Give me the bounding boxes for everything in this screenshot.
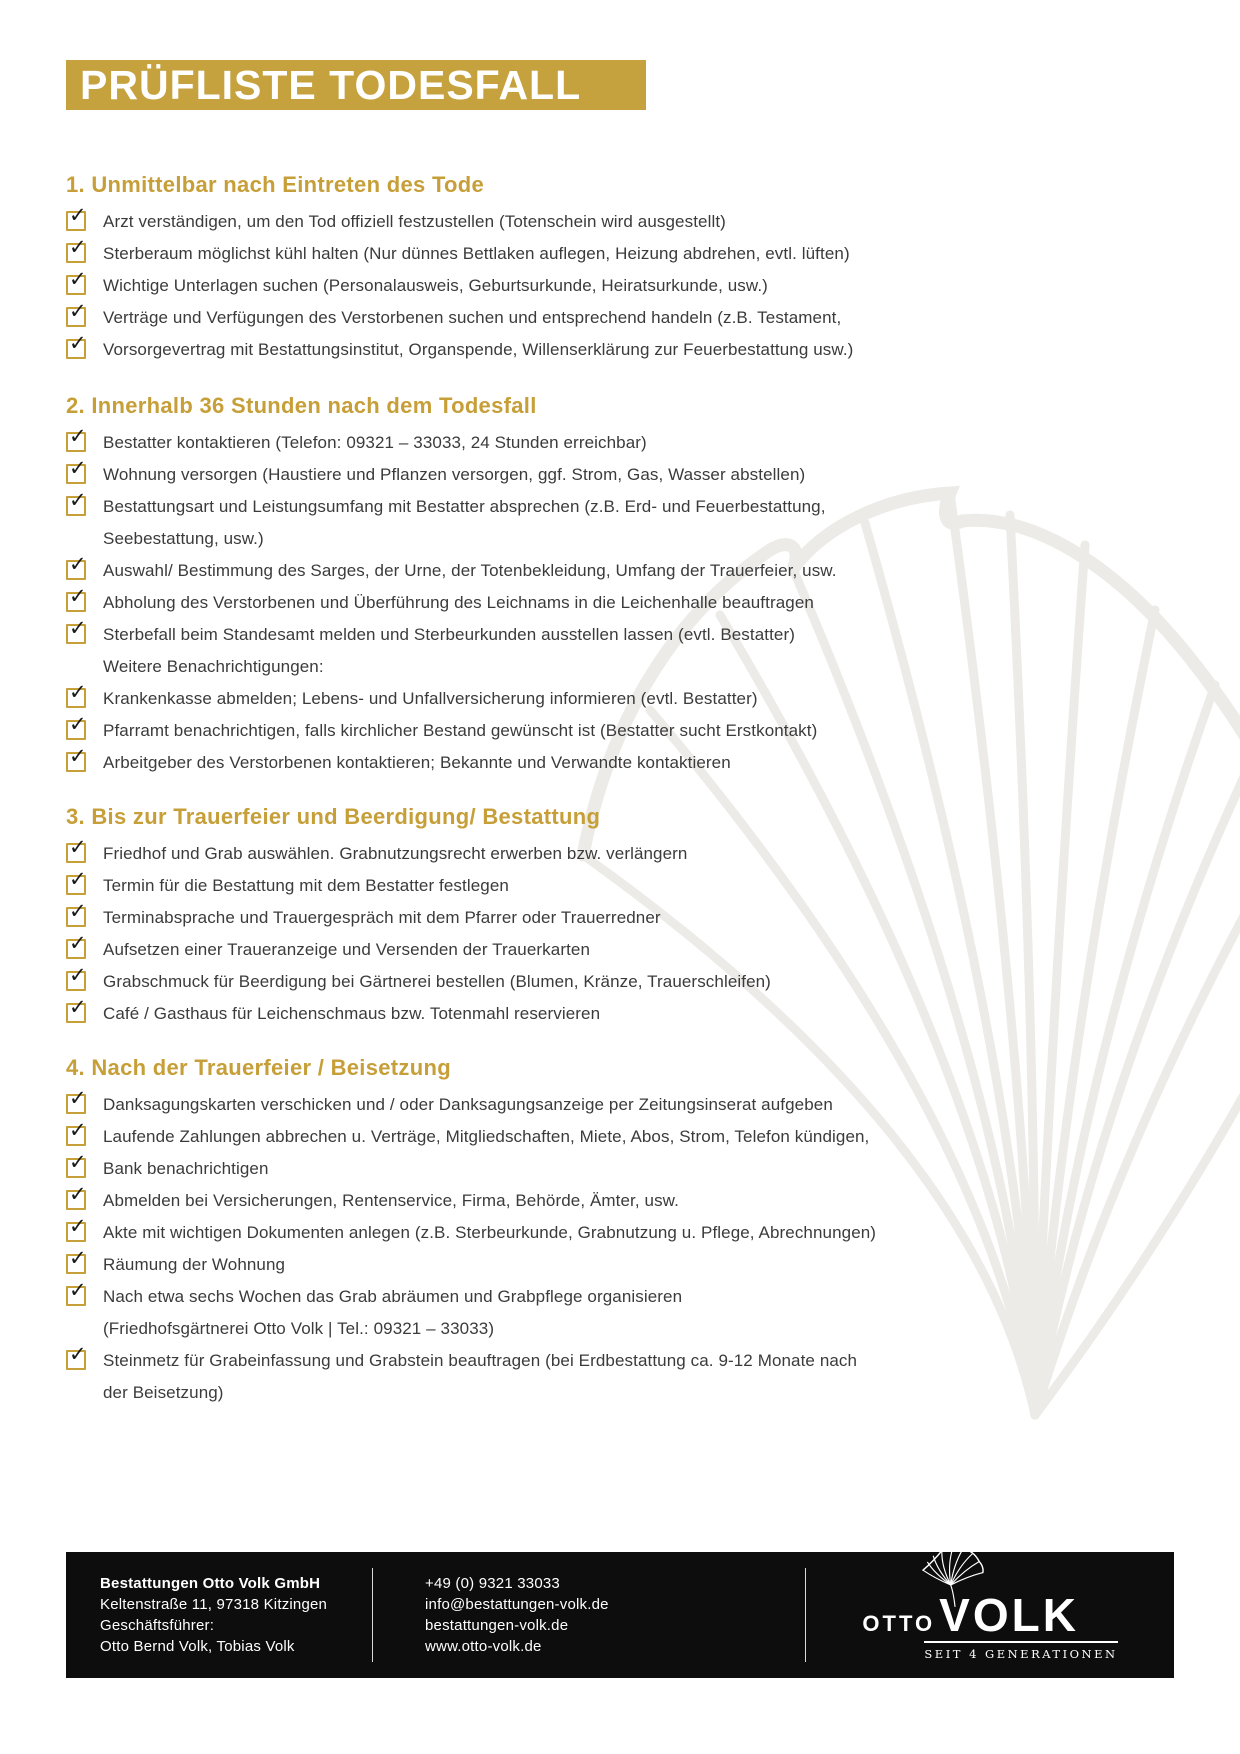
checklist-item-label: Friedhof und Grab auswählen. Grabnutzungsrecht erwerben bzw. verlängern bbox=[103, 844, 688, 863]
checkmark-icon: ✓ bbox=[69, 835, 87, 859]
footer-logo-block bbox=[806, 1570, 1174, 1661]
checkmark-icon: ✓ bbox=[69, 867, 87, 891]
checkbox[interactable] bbox=[66, 616, 87, 644]
checkbox[interactable] bbox=[66, 712, 87, 740]
checkbox[interactable] bbox=[66, 1086, 87, 1114]
page-title: PRÜFLISTE TODESFALL bbox=[80, 61, 582, 108]
checklist-item bbox=[66, 203, 1176, 241]
section-heading: 4. Nach der Trauerfeier / Beisetzung bbox=[66, 1055, 451, 1080]
logo-text-volk: VOLK bbox=[939, 1588, 1079, 1641]
checkmark-icon: ✓ bbox=[69, 267, 87, 291]
checkbox[interactable] bbox=[66, 488, 87, 516]
checklist-item bbox=[66, 1150, 1176, 1188]
checkmark-icon: ✓ bbox=[69, 963, 87, 987]
website-short[interactable]: bestattungen-volk.de bbox=[425, 1617, 569, 1634]
checkbox[interactable] bbox=[66, 267, 87, 295]
checklist-item bbox=[66, 995, 1176, 1033]
checklist-item bbox=[66, 331, 1176, 369]
checklist-item-label: Bank benachrichtigen bbox=[103, 1159, 269, 1178]
checkmark-icon: ✓ bbox=[69, 552, 87, 576]
checklist-item-label: Weitere Benachrichtigungen: bbox=[103, 657, 324, 676]
checkmark-icon: ✓ bbox=[69, 299, 87, 323]
checkbox[interactable] bbox=[66, 963, 87, 991]
checklist-item bbox=[66, 424, 1176, 462]
checkbox[interactable] bbox=[66, 552, 87, 580]
section-items bbox=[66, 835, 1176, 1033]
section-heading: 3. Bis zur Trauerfeier und Beerdigung/ Bestattung bbox=[66, 804, 601, 829]
checkbox[interactable] bbox=[66, 1214, 87, 1242]
section-items bbox=[66, 424, 1176, 782]
checklist-item bbox=[66, 456, 1176, 494]
checklist-item-label: Terminabsprache und Trauergespräch mit dem Pfarrer oder Trauerredner bbox=[103, 908, 661, 927]
checkmark-icon: ✓ bbox=[69, 899, 87, 923]
checkmark-icon: ✓ bbox=[69, 424, 87, 448]
checkbox[interactable] bbox=[66, 1118, 87, 1146]
checkmark-icon: ✓ bbox=[69, 995, 87, 1019]
checklist-item bbox=[66, 744, 1176, 782]
checkbox[interactable] bbox=[66, 203, 87, 231]
checklist-item-label: Nach etwa sechs Wochen das Grab abräumen und Grabpflege organisieren bbox=[103, 1287, 683, 1306]
section-items bbox=[66, 1086, 1176, 1412]
checklist-item-label: Wohnung versorgen (Haustiere und Pflanzen versorgen, ggf. Strom, Gas, Wasser abstellen) bbox=[103, 465, 806, 484]
checkbox[interactable] bbox=[66, 680, 87, 708]
checkbox[interactable] bbox=[66, 1246, 87, 1274]
checkmark-icon: ✓ bbox=[69, 1150, 87, 1174]
checklist-item-label: Akte mit wichtigen Dokumenten anlegen (z.B. Sterbeurkunde, Grabnutzung u. Pflege, Abrechnungen) bbox=[103, 1223, 877, 1242]
checklist-item-label: Pfarramt benachrichtigen, falls kirchlicher Bestand gewünscht ist (Bestatter sucht Erstkontakt) bbox=[103, 721, 818, 740]
logo-tagline: SEIT 4 GENERATIONEN bbox=[924, 1641, 1117, 1661]
section-items bbox=[66, 203, 1176, 369]
checklist-item-label: Sterberaum möglichst kühl halten (Nur dünnes Bettlaken auflegen, Heizung abdrehen, evtl. lüften) bbox=[103, 244, 850, 263]
checkmark-icon: ✓ bbox=[69, 488, 87, 512]
checklist-item-label: Termin für die Bestattung mit dem Bestatter festlegen bbox=[103, 876, 509, 895]
checklist-item-label: Bestattungsart und Leistungsumfang mit Bestatter absprechen (z.B. Erd- und Feuerbestattung, bbox=[103, 497, 826, 516]
company-role-label: Geschäftsführer: bbox=[100, 1617, 215, 1634]
checklist-item bbox=[66, 899, 1176, 937]
phone-number: +49 (0) 9321 33033 bbox=[425, 1575, 560, 1592]
checklist-item bbox=[66, 867, 1176, 905]
section-heading: 1. Unmittelbar nach Eintreten des Tode bbox=[66, 172, 485, 197]
checklist-item-label: Verträge und Verfügungen des Verstorbenen suchen und entsprechend handeln (z.B. Testament, bbox=[103, 308, 842, 327]
checkmark-icon: ✓ bbox=[69, 712, 87, 736]
checkmark-icon: ✓ bbox=[69, 1214, 87, 1238]
checklist-item-label: Café / Gasthaus für Leichenschmaus bzw. Totenmahl reservieren bbox=[103, 1004, 601, 1023]
checklist-item-label: Steinmetz für Grabeinfassung und Grabstein beauftragen (bei Erdbestattung ca. 9-12 Monate nach bbox=[103, 1351, 858, 1370]
checklist-item-label: Arbeitgeber des Verstorbenen kontaktieren; Bekannte und Verwandte kontaktieren bbox=[103, 753, 731, 772]
company-name: Bestattungen Otto Volk GmbH bbox=[100, 1575, 321, 1592]
checkmark-icon: ✓ bbox=[69, 331, 87, 355]
checklist-item-label: Danksagungskarten verschicken und / oder Danksagungsanzeige per Zeitungsinserat aufgeben bbox=[103, 1095, 833, 1114]
checklist bbox=[66, 172, 1176, 1412]
checklist-item-label: Grabschmuck für Beerdigung bei Gärtnerei bestellen (Blumen, Kränze, Trauerschleifen) bbox=[103, 972, 771, 991]
logo-text-otto: OTTO bbox=[862, 1610, 936, 1636]
checklist-item bbox=[66, 526, 1176, 558]
checkmark-icon: ✓ bbox=[69, 1342, 87, 1366]
checklist-item-label: Abholung des Verstorbenen und Überführung des Leichnams in die Leichenhalle beauftragen bbox=[103, 593, 814, 612]
checkmark-icon: ✓ bbox=[69, 616, 87, 640]
checklist-item bbox=[66, 835, 1176, 873]
checkbox[interactable] bbox=[66, 835, 87, 863]
checklist-item bbox=[66, 963, 1176, 1001]
checklist-item-label: Laufende Zahlungen abbrechen u. Verträge, Mitgliedschaften, Miete, Abos, Strom, Telefon kündigen, bbox=[103, 1127, 870, 1146]
checklist-item bbox=[66, 680, 1176, 718]
footer-company-block bbox=[66, 1573, 372, 1657]
checkmark-icon: ✓ bbox=[69, 584, 87, 608]
checklist-item-label: Bestatter kontaktieren (Telefon: 09321 – 33033, 24 Stunden erreichbar) bbox=[103, 433, 647, 452]
checklist-item bbox=[66, 1214, 1176, 1252]
checkmark-icon: ✓ bbox=[69, 1118, 87, 1142]
checklist-item-label: Abmelden bei Versicherungen, Rentenservice, Firma, Behörde, Ämter, usw. bbox=[103, 1191, 679, 1210]
checklist-item bbox=[66, 712, 1176, 750]
checklist-item bbox=[66, 488, 1176, 526]
checklist-item bbox=[66, 1380, 1176, 1412]
checkbox[interactable] bbox=[66, 931, 87, 959]
checkmark-icon: ✓ bbox=[69, 203, 87, 227]
checklist-item bbox=[66, 1182, 1176, 1220]
checklist-section bbox=[66, 1055, 1176, 1412]
checkmark-icon: ✓ bbox=[69, 456, 87, 480]
checklist-item-label: Seebestattung, usw.) bbox=[103, 529, 264, 548]
checkbox[interactable] bbox=[66, 867, 87, 895]
email-address[interactable]: info@bestattungen-volk.de bbox=[425, 1596, 609, 1613]
checkbox[interactable] bbox=[66, 995, 87, 1023]
checklist-item bbox=[66, 1086, 1176, 1124]
checkbox[interactable] bbox=[66, 1342, 87, 1370]
checkbox[interactable] bbox=[66, 235, 87, 263]
checklist-item-label: der Beisetzung) bbox=[103, 1383, 224, 1402]
checklist-section bbox=[66, 172, 1176, 369]
checklist-item bbox=[66, 235, 1176, 273]
checklist-item bbox=[66, 1342, 1176, 1380]
checklist-item-label: Auswahl/ Bestimmung des Sarges, der Urne, der Totenbekleidung, Umfang der Trauerfeier, usw. bbox=[103, 561, 837, 580]
checklist-item-label: (Friedhofsgärtnerei Otto Volk | Tel.: 09321 – 33033) bbox=[103, 1319, 495, 1338]
checkmark-icon: ✓ bbox=[69, 235, 87, 259]
checklist-item bbox=[66, 552, 1176, 590]
checklist-item bbox=[66, 1118, 1176, 1156]
checklist-item bbox=[66, 1316, 1176, 1348]
company-logo bbox=[862, 1570, 1117, 1661]
company-address: Keltenstraße 11, 97318 Kitzingen bbox=[100, 1596, 328, 1613]
checklist-item-label: Wichtige Unterlagen suchen (Personalausweis, Geburtsurkunde, Heiratsurkunde, usw.) bbox=[103, 276, 768, 295]
checkbox[interactable] bbox=[66, 424, 87, 452]
checklist-item bbox=[66, 267, 1176, 305]
checkmark-icon: ✓ bbox=[69, 680, 87, 704]
checklist-item bbox=[66, 654, 1176, 686]
page-title-bar bbox=[66, 60, 646, 110]
checklist-item bbox=[66, 616, 1176, 654]
company-managers: Otto Bernd Volk, Tobias Volk bbox=[100, 1638, 295, 1655]
checklist-item-label: Arzt verständigen, um den Tod offiziell festzustellen (Totenschein wird ausgestellt) bbox=[103, 212, 726, 231]
checkbox[interactable] bbox=[66, 1150, 87, 1178]
checkbox[interactable] bbox=[66, 1182, 87, 1210]
checkmark-icon: ✓ bbox=[69, 1278, 87, 1302]
checklist-item bbox=[66, 1278, 1176, 1316]
checklist-section bbox=[66, 804, 1176, 1033]
checklist-item-label: Sterbefall beim Standesamt melden und Sterbeurkunden ausstellen lassen (evtl. Bestatter) bbox=[103, 625, 796, 644]
footer-bar bbox=[66, 1552, 1174, 1678]
checkmark-icon: ✓ bbox=[69, 1182, 87, 1206]
website-www[interactable]: www.otto-volk.de bbox=[425, 1638, 542, 1655]
checklist-item-label: Räumung der Wohnung bbox=[103, 1255, 286, 1274]
checkmark-icon: ✓ bbox=[69, 931, 87, 955]
checkbox[interactable] bbox=[66, 299, 87, 327]
checklist-item bbox=[66, 1246, 1176, 1284]
checklist-item-label: Krankenkasse abmelden; Lebens- und Unfallversicherung informieren (evtl. Bestatter) bbox=[103, 689, 758, 708]
checkbox[interactable] bbox=[66, 744, 87, 772]
checklist-item bbox=[66, 931, 1176, 969]
checkbox[interactable] bbox=[66, 1278, 87, 1306]
checklist-section bbox=[66, 393, 1176, 782]
ginkgo-leaf-icon bbox=[914, 1546, 986, 1608]
section-heading: 2. Innerhalb 36 Stunden nach dem Todesfall bbox=[66, 393, 537, 418]
checkmark-icon: ✓ bbox=[69, 744, 87, 768]
footer-contact-block bbox=[373, 1573, 805, 1657]
checkmark-icon: ✓ bbox=[69, 1086, 87, 1110]
checkbox[interactable] bbox=[66, 331, 87, 359]
checklist-item-label: Vorsorgevertrag mit Bestattungsinstitut, Organspende, Willenserklärung zur Feuerbestattung usw.) bbox=[103, 340, 854, 359]
checklist-item-label: Aufsetzen einer Traueranzeige und Versenden der Trauerkarten bbox=[103, 940, 591, 959]
checkbox[interactable] bbox=[66, 456, 87, 484]
checklist-item bbox=[66, 299, 1176, 337]
checkbox[interactable] bbox=[66, 584, 87, 612]
checkmark-icon: ✓ bbox=[69, 1246, 87, 1270]
checklist-item bbox=[66, 584, 1176, 622]
checkbox[interactable] bbox=[66, 899, 87, 927]
